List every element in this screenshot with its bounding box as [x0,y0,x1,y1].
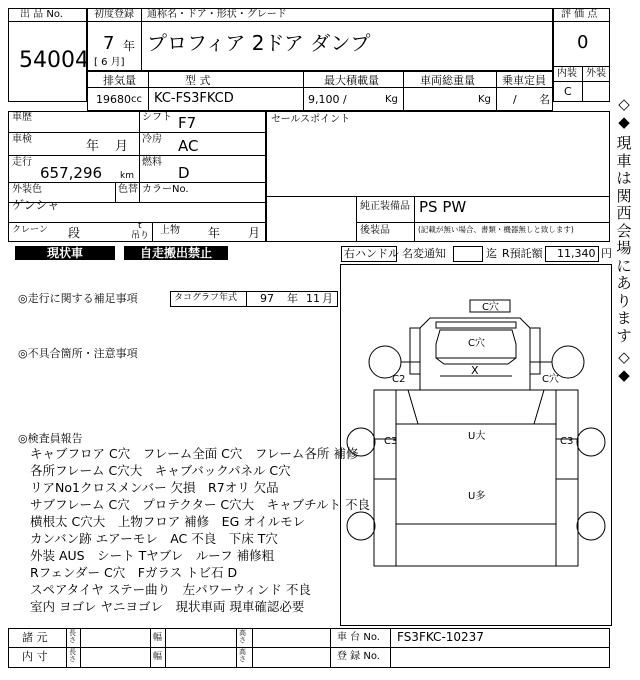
inspection-label: 車検 [12,134,32,145]
inspector-line-7: 外装 AUS シート Tヤブレ ルーフ 補修粗 [30,548,275,563]
lot-number: 54004 [19,48,89,73]
model-value: KC-FS3FKCD [154,91,234,106]
current-state-badge: 現状車 [15,246,115,260]
color-label: 外装色 [12,184,42,195]
car-name-label: 通称名・ドア・形状・グレード [147,9,287,20]
diagram-bed-front: U大 [468,431,486,442]
side-notice-char: に [616,256,632,275]
tacho-year-unit: 年 [287,292,298,305]
model-label: 型 式 [185,74,211,87]
side-notice-char: 現 [616,134,632,152]
inspection-year-unit: 年 [86,139,100,154]
interior-label: 内装 [557,68,577,79]
first-reg-year: 7 [103,33,115,54]
first-reg-year-unit: 年 [123,39,136,53]
side-notice-char: 会 [616,221,632,240]
genuine-label: 純正装備品 [360,201,410,212]
footer-inner-label: 内 寸 [22,650,48,663]
side-notice-char: は [616,169,632,187]
tacho-month-unit: 月 [322,292,333,305]
side-notice-char: ◆ [618,365,630,384]
side-notice-char: 西 [616,204,632,222]
side-notice-char: 関 [616,186,632,205]
max-load-label: 最大積載量 [324,74,379,87]
diagram-right-fender: C穴 [542,374,559,385]
footer-height-label: 高さ [239,629,246,644]
inspection-month-unit: 月 [115,139,129,154]
tophouse-label: 上物 [160,225,180,236]
inspector-line-8: Rフェンダー C穴 Fガラス トビ石 D [30,565,238,580]
tophouse-month-unit: 月 [248,226,261,240]
right-handle: 右ハンドル [344,247,399,260]
displacement-unit: cc [131,94,142,105]
mileage-label: 走行 [12,157,32,168]
footer-width-label-2: 幅 [153,652,163,662]
odometer-change-box [453,246,483,262]
diagram-x-mark: X [471,364,479,377]
ac-value: AC [178,137,199,155]
r-amount: 11,340 [557,247,596,260]
remodel-label: 迄 [486,247,497,260]
fuel-label: 燃料 [142,157,162,168]
footer-width-label: 幅 [153,633,163,643]
car-name: プロフィア 2ドア ダンプ [147,31,371,55]
crane-stage: 段 [68,226,81,240]
yen-unit: 円 [601,247,612,260]
grade-value: 0 [577,32,589,53]
ac-label: 冷房 [142,134,162,145]
side-notice-char: り [616,291,632,310]
side-notice-char: ま [616,309,632,327]
tophouse-year-unit: 年 [208,226,221,240]
chassis-label: 車 台 No. [337,632,380,643]
total-weight-unit: Kg [478,94,491,105]
first-reg-label: 初度登録 [94,9,134,20]
exterior-label: 外装 [586,68,606,79]
shift-label: シフト [142,112,172,123]
diagram-top-mark: C穴 [482,302,499,313]
tacho-month: 11 [306,292,320,305]
r-label: R預託額 [502,247,543,260]
aftermarket-note: (記載が無い場合、書類・機器無しと致します) [418,225,574,234]
interior-value: C [564,85,572,98]
color-value: ゲンシャ [12,198,60,212]
truck-diagram [340,264,612,626]
displacement-label: 排気量 [103,74,136,87]
side-notice-char: あ [616,274,632,292]
footer-length-label: 長さ [69,629,76,644]
inspector-line-1: キャブフロア C穴 フレーム全面 C穴 フレーム各所 補修 [30,446,359,461]
sales-point-label: セールスポイント [271,114,351,125]
grade-label: 評 価 点 [561,9,598,20]
first-reg-month: [ 6 月] [94,57,125,68]
color-no-label: カラーNo. [142,184,189,195]
self-drive-ban-badge: 自走搬出禁止 [124,246,228,260]
diagram-left-side: C3 [384,436,398,447]
footer-specs-label: 諸 元 [22,631,48,644]
inspector-line-6: カンバン跡 エアーモレ AC 不良 下床 T穴 [30,531,278,546]
mileage-unit: km [120,171,134,181]
displacement-value: 19680 [96,93,131,106]
capacity-unit: 名 [539,93,550,106]
chassis-number: FS3FKC-10237 [397,630,484,644]
history-label: 車歴 [12,112,32,123]
max-load-value: 9,100 / [308,93,347,106]
driving-note-title: ◎走行に関する補足事項 [18,292,138,305]
diagram-left-fender: C2 [392,374,406,385]
diagram-bed-rear: U多 [468,491,486,502]
color-change-label: 色替 [118,184,138,195]
side-notice-char: ◇ [618,95,630,113]
diagram-right-side: C3 [560,436,574,447]
total-weight-label: 車両総重量 [420,74,475,87]
tacho-label: タコグラフ年式 [174,293,238,303]
inspector-line-10: 室内 ヨゴレ ヤニヨゴレ 現状車両 現車確認必要 [30,599,305,614]
defect-note-title: ◎不具合箇所・注意事項 [18,347,138,360]
odometer-change-label: 名変通知 [402,247,446,260]
side-notice-char: 車 [616,151,632,170]
inspector-line-9: スペアタイヤ ステー曲り 左パワーウィンド 不良 [30,582,311,597]
inspector-line-4: サブフレーム C穴 プロテクター C穴大 キャブチルト 不良 [30,497,371,512]
inspector-line-2: 各所フレーム C穴大 キャブバックパネル C穴 [30,463,291,478]
lot-label: 出 品 No. [20,9,63,20]
side-notice-char: ◆ [618,112,630,131]
capacity-label: 乗車定員 [502,74,546,87]
inspector-report-title: ◎検査員報告 [18,432,83,445]
crane-hang: 吊り [131,231,150,241]
footer-box [8,628,610,668]
genuine-value: PS PW [419,198,467,216]
mileage-value: 657,296 [40,164,103,182]
inspector-line-3: リアNo1クロスメンバー 欠損 R7オリ 欠品 [30,480,279,495]
diagram-cab-mark: C穴 [468,338,485,349]
side-notice-char: す [616,326,632,345]
side-notice [614,96,634,384]
fuel-value: D [178,164,190,182]
shift-value: F7 [178,114,197,132]
tacho-year: 97 [260,292,274,305]
side-notice-char: 場 [616,239,632,257]
registration-label: 登 録 No. [337,651,380,662]
capacity-value: / [513,93,517,106]
footer-height-label-2: 高さ [239,648,246,663]
inspector-line-5: 横根太 C穴大 上物フロア 補修 EG オイルモレ [30,514,306,529]
crane-ton: t [138,221,142,231]
crane-label: クレーン [12,225,48,235]
side-notice-char: ◇ [618,348,630,366]
aftermarket-label: 後装品 [360,225,390,236]
footer-length-label-2: 長さ [69,648,76,663]
max-load-unit: Kg [385,94,398,105]
